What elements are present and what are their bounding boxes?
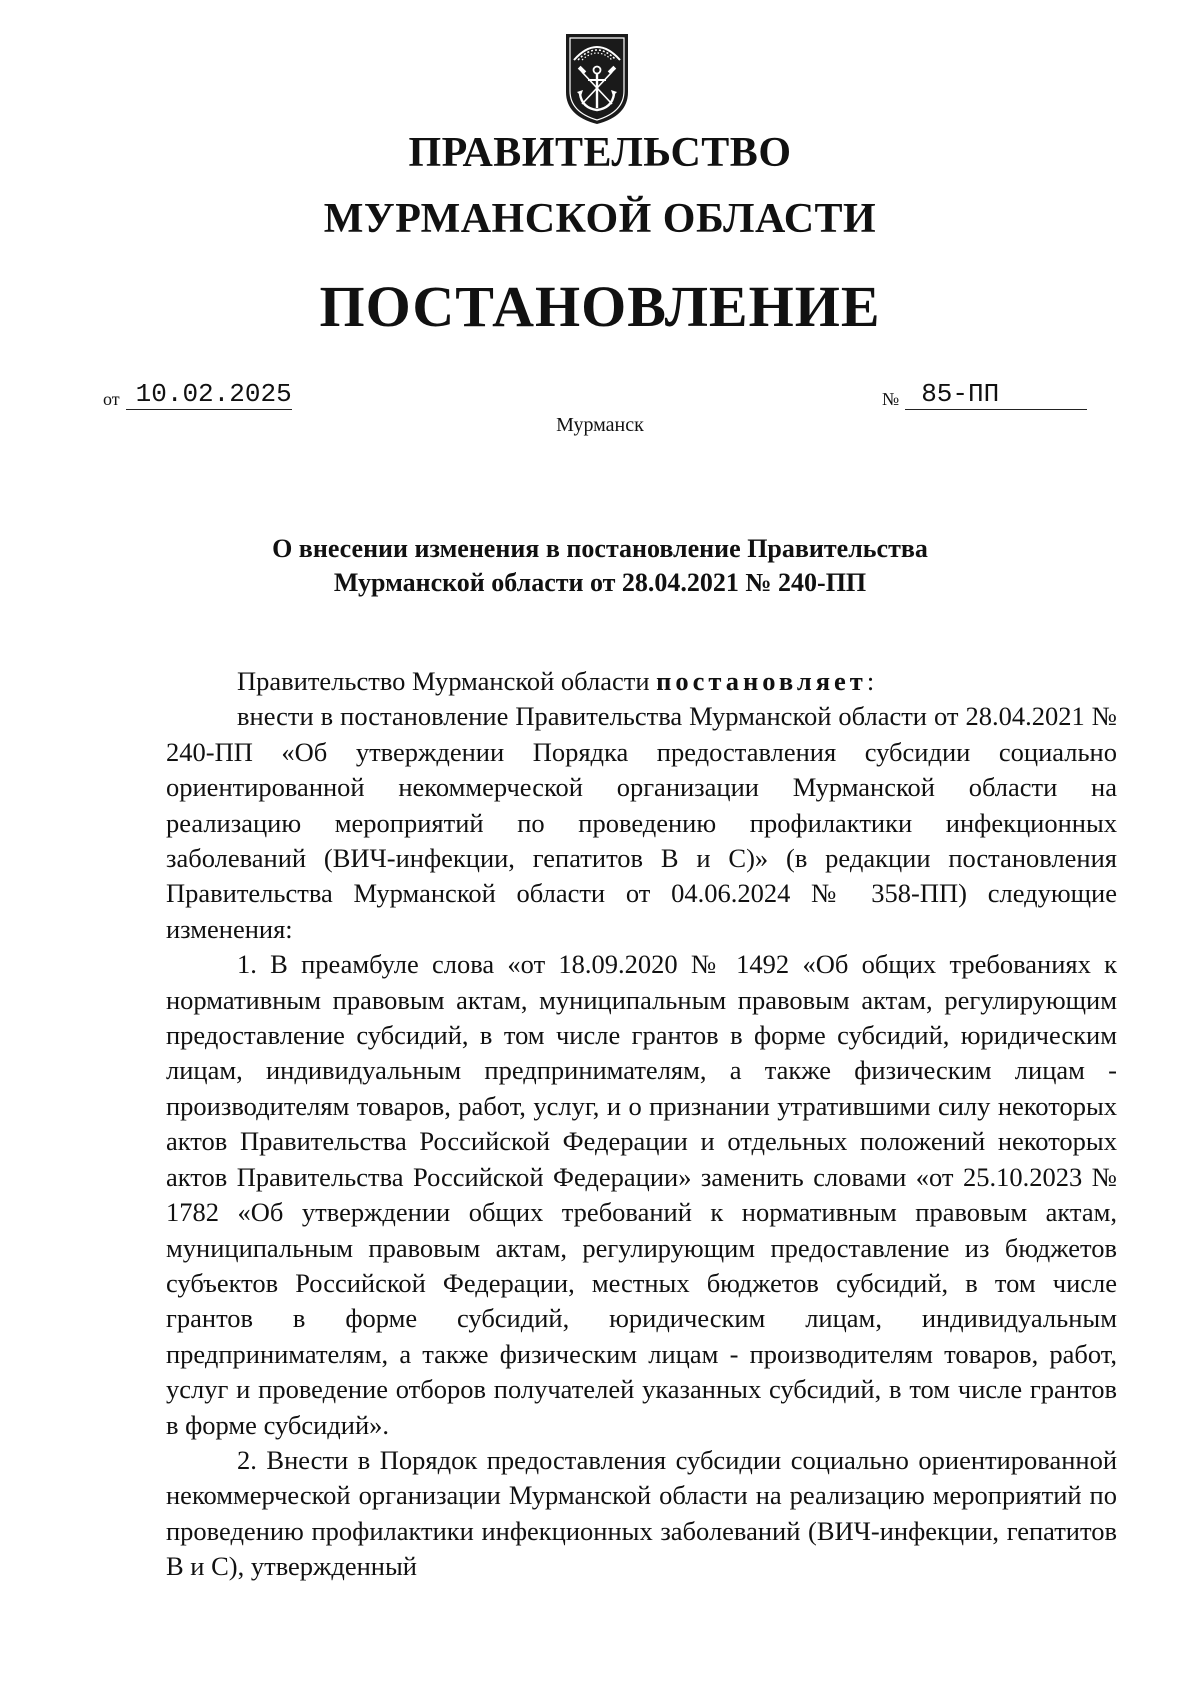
document-title bbox=[160, 532, 1040, 600]
paragraph-item-2: 2. Внести в Порядок предоставления субсидии социально ориентированной некоммерческой организации Мурманской области на реализацию мероприятий по проведению профилактики инфекционных заболеваний (ВИЧ-инфекции, гепатитов В и С), утвержденный bbox=[166, 1444, 1117, 1582]
date-label: от bbox=[103, 389, 120, 409]
date-field bbox=[103, 370, 292, 410]
city-name: Мурманск bbox=[556, 414, 644, 436]
intro-resolve-word: постановляет bbox=[656, 666, 867, 696]
paragraph-item-1: 1. В преамбуле слова «от 18.09.2020 № 1492 «Об общих требованиях к нормативным правовым актам, муниципальным правовым актам, регулирующим предоставление субсидий, в том числе грантов в форме субсидий, юридическим лицам, индивидуальным предпринимателям, а также физическим лицам - производителям товаров, работ, услуг, и о признании утратившими силу некоторых актов Правительства Российской Федерации и отдельных положений некоторых актов Правительства Российской Федерации» заменить словами «от 25.10.2023 № 1782 «Об утверждении общих требований к нормативным правовым актам, муниципальным правовым актам, регулирующим предоставление из бюджетов субъектов Российской Федерации, местных бюджетов субсидий, в том числе грантов в форме субсидий, юридическим лицам, индивидуальным предпринимателям, а также физическим лицам - производителям товаров, работ, услуг и проведение отборов получателей указанных субсидий, в том числе грантов в форме субсидий». bbox=[166, 949, 1117, 1440]
date-value: 10.02.2025 bbox=[126, 379, 292, 410]
paragraph-resolution: внести в постановление Правительства Мурманской области от 28.04.2021 № 240-ПП «Об утверждении Порядка предоставления субсидии социально ориентированной некоммерческой организации Мурманской области на реализацию мероприятий по проведению профилактики инфекционных заболеваний (ВИЧ-инфекции, гепатитов В и С)» (в редакции постановления Правительства Мурманской области от 04.06.2024 № 358-ПП) следующие изменения: bbox=[166, 701, 1117, 944]
title-line-1: О внесении изменения в постановление Правительства bbox=[272, 534, 928, 563]
region-heading: МУРМАНСКОЙ ОБЛАСТИ bbox=[323, 196, 877, 242]
document-type-heading: ПОСТАНОВЛЕНИЕ bbox=[319, 274, 881, 339]
document-body bbox=[166, 664, 1117, 1585]
coat-of-arms-icon bbox=[562, 30, 632, 126]
intro-suffix: : bbox=[866, 666, 875, 696]
intro-paragraph bbox=[166, 664, 1117, 699]
number-field bbox=[882, 370, 1087, 410]
number-label: № bbox=[882, 389, 900, 409]
number-value: 85-ПП bbox=[905, 379, 1087, 410]
intro-prefix: Правительство Мурманской области bbox=[237, 666, 657, 696]
government-heading: ПРАВИТЕЛЬСТВО bbox=[408, 130, 792, 176]
title-line-2: Мурманской области от 28.04.2021 № 240-ПП bbox=[333, 568, 867, 597]
